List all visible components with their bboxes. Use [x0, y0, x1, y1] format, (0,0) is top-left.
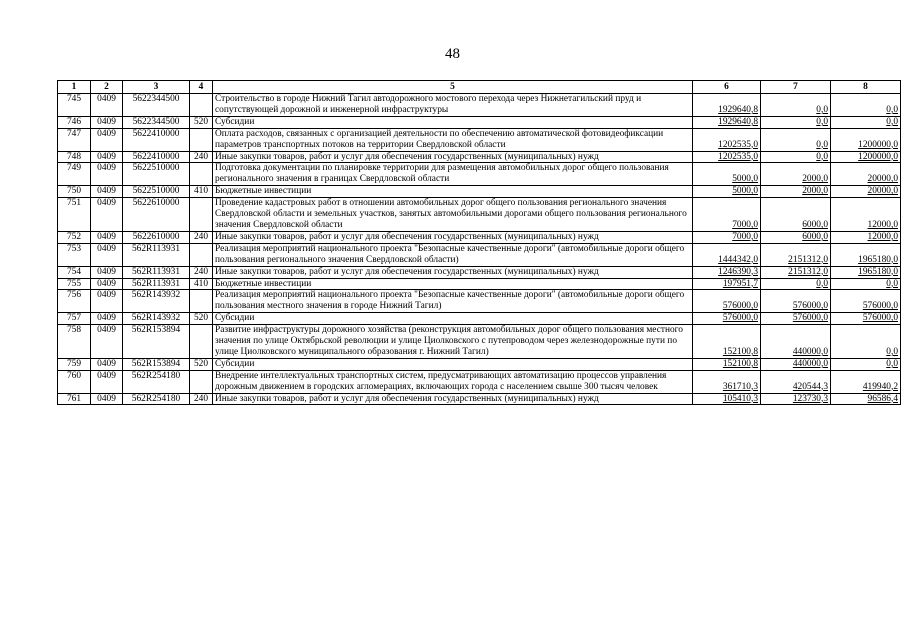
target-item-code: 562R143932	[123, 290, 190, 313]
row-number: 749	[58, 163, 91, 186]
section-code: 0409	[91, 231, 123, 243]
expense-type-code: 520	[190, 116, 213, 128]
amount-col8: 0,0	[831, 94, 901, 117]
row-number: 746	[58, 116, 91, 128]
column-header: 3	[123, 81, 190, 94]
amount-col7: 2151312,0	[761, 243, 831, 266]
expense-type-code	[190, 94, 213, 117]
section-code: 0409	[91, 313, 123, 325]
amount-col6: 105410,3	[693, 393, 761, 405]
row-number: 760	[58, 370, 91, 393]
amount-col7: 6000,0	[761, 231, 831, 243]
amount-col8: 0,0	[831, 325, 901, 359]
target-item-code: 5622510000	[123, 163, 190, 186]
table-row	[58, 198, 901, 232]
amount-col7: 0,0	[761, 278, 831, 290]
target-item-code: 5622510000	[123, 186, 190, 198]
expense-type-code	[190, 198, 213, 232]
amount-col7: 2000,0	[761, 163, 831, 186]
amount-col8: 0,0	[831, 116, 901, 128]
table-row	[58, 116, 901, 128]
item-description: Проведение кадастровых работ в отношении автомобильных дорог общего пользования регионального значения Свердловской области и земельных участков, занятых автомобильными дорогами общего пользования регионального значения Свердловской области	[213, 198, 693, 232]
amount-col8: 576000,0	[831, 313, 901, 325]
row-number: 756	[58, 290, 91, 313]
item-description: Развитие инфраструктуры дорожного хозяйства (реконструкция автомобильных дорог общего пользования местного значения по улице Октябрьской революции и улице Циолковского с путепроводом через железнодорожные пути по улице Циолковского муниципального образования г. Нижний Тагил)	[213, 325, 693, 359]
expense-type-code	[190, 163, 213, 186]
section-code: 0409	[91, 393, 123, 405]
item-description: Иные закупки товаров, работ и услуг для обеспечения государственных (муниципальных) нужд	[213, 151, 693, 163]
item-description: Строительство в городе Нижний Тагил автодорожного мостового перехода через Нижнетагильский пруд и сопутствующей дорожной и инженерной инфраструктуры	[213, 94, 693, 117]
expense-type-code	[190, 243, 213, 266]
row-number: 757	[58, 313, 91, 325]
amount-col8: 1965180,0	[831, 243, 901, 266]
amount-col8: 20000,0	[831, 163, 901, 186]
table-row	[58, 231, 901, 243]
target-item-code: 5622344500	[123, 116, 190, 128]
row-number: 754	[58, 266, 91, 278]
table-row	[58, 94, 901, 117]
section-code: 0409	[91, 186, 123, 198]
expense-type-code	[190, 325, 213, 359]
target-item-code: 562R153894	[123, 358, 190, 370]
amount-col8: 419940,2	[831, 370, 901, 393]
table-row	[58, 266, 901, 278]
table-row	[58, 325, 901, 359]
amount-col7: 123730,3	[761, 393, 831, 405]
amount-col7: 576000,0	[761, 313, 831, 325]
amount-col7: 6000,0	[761, 198, 831, 232]
item-description: Внедрение интеллектуальных транспортных систем, предусматривающих автоматизацию процессов управления дорожным движением в городских агломерациях, включающих города с населением свыше 300 тысяч человек	[213, 370, 693, 393]
section-code: 0409	[91, 243, 123, 266]
row-number: 748	[58, 151, 91, 163]
table-row	[58, 128, 901, 151]
table-row	[58, 243, 901, 266]
target-item-code: 562R113931	[123, 278, 190, 290]
item-description: Бюджетные инвестиции	[213, 186, 693, 198]
amount-col6: 7000,0	[693, 231, 761, 243]
table-row	[58, 186, 901, 198]
item-description: Субсидии	[213, 116, 693, 128]
target-item-code: 5622344500	[123, 94, 190, 117]
column-header: 5	[213, 81, 693, 94]
page-number: 48	[445, 46, 460, 62]
amount-col6: 1444342,0	[693, 243, 761, 266]
budget-table	[57, 80, 901, 405]
row-number: 761	[58, 393, 91, 405]
expense-type-code: 520	[190, 313, 213, 325]
section-code: 0409	[91, 325, 123, 359]
amount-col6: 152100,8	[693, 325, 761, 359]
amount-col6: 1202535,0	[693, 151, 761, 163]
expense-type-code	[190, 370, 213, 393]
amount-col7: 440000,0	[761, 358, 831, 370]
item-description: Иные закупки товаров, работ и услуг для обеспечения государственных (муниципальных) нужд	[213, 393, 693, 405]
section-code: 0409	[91, 163, 123, 186]
target-item-code: 5622410000	[123, 151, 190, 163]
row-number: 745	[58, 94, 91, 117]
amount-col6: 197951,7	[693, 278, 761, 290]
amount-col6: 576000,0	[693, 313, 761, 325]
column-header: 1	[58, 81, 91, 94]
item-description: Иные закупки товаров, работ и услуг для обеспечения государственных (муниципальных) нужд	[213, 231, 693, 243]
row-number: 752	[58, 231, 91, 243]
amount-col6: 152100,8	[693, 358, 761, 370]
amount-col7: 420544,3	[761, 370, 831, 393]
expense-type-code	[190, 128, 213, 151]
table-row	[58, 151, 901, 163]
table-row	[58, 163, 901, 186]
amount-col6: 1929640,8	[693, 116, 761, 128]
amount-col8: 96586,4	[831, 393, 901, 405]
row-number: 750	[58, 186, 91, 198]
expense-type-code: 240	[190, 231, 213, 243]
table-header-row	[58, 81, 901, 94]
section-code: 0409	[91, 116, 123, 128]
item-description: Подготовка документации по планировке территории для размещения автомобильных дорог общего пользования регионального значения в границах Свердловской области	[213, 163, 693, 186]
expense-type-code: 410	[190, 278, 213, 290]
amount-col8: 576000,0	[831, 290, 901, 313]
expense-type-code: 240	[190, 393, 213, 405]
column-header: 4	[190, 81, 213, 94]
amount-col8: 1200000,0	[831, 151, 901, 163]
section-code: 0409	[91, 151, 123, 163]
expense-type-code: 520	[190, 358, 213, 370]
row-number: 751	[58, 198, 91, 232]
amount-col7: 2000,0	[761, 186, 831, 198]
table-row	[58, 358, 901, 370]
table-row	[58, 313, 901, 325]
target-item-code: 562R153894	[123, 325, 190, 359]
target-item-code: 5622610000	[123, 198, 190, 232]
column-header: 7	[761, 81, 831, 94]
item-description: Оплата расходов, связанных с организацией деятельности по обеспечению автоматической фотовидеофиксации параметров транспортных потоков на территории Свердловской области	[213, 128, 693, 151]
amount-col7: 440000,0	[761, 325, 831, 359]
amount-col7: 0,0	[761, 94, 831, 117]
amount-col8: 1965180,0	[831, 266, 901, 278]
target-item-code: 562R113931	[123, 266, 190, 278]
column-header: 6	[693, 81, 761, 94]
amount-col8: 0,0	[831, 358, 901, 370]
amount-col8: 12000,0	[831, 231, 901, 243]
expense-type-code: 240	[190, 266, 213, 278]
amount-col6: 361710,3	[693, 370, 761, 393]
table-row	[58, 290, 901, 313]
target-item-code: 562R254180	[123, 393, 190, 405]
column-header: 2	[91, 81, 123, 94]
item-description: Бюджетные инвестиции	[213, 278, 693, 290]
item-description: Субсидии	[213, 358, 693, 370]
row-number: 759	[58, 358, 91, 370]
amount-col8: 12000,0	[831, 198, 901, 232]
amount-col7: 576000,0	[761, 290, 831, 313]
row-number: 755	[58, 278, 91, 290]
section-code: 0409	[91, 128, 123, 151]
section-code: 0409	[91, 290, 123, 313]
amount-col6: 1929640,8	[693, 94, 761, 117]
row-number: 747	[58, 128, 91, 151]
target-item-code: 5622410000	[123, 128, 190, 151]
item-description: Субсидии	[213, 313, 693, 325]
amount-col7: 0,0	[761, 116, 831, 128]
table-body	[58, 94, 901, 405]
amount-col6: 1202535,0	[693, 128, 761, 151]
amount-col6: 5000,0	[693, 163, 761, 186]
section-code: 0409	[91, 266, 123, 278]
section-code: 0409	[91, 358, 123, 370]
target-item-code: 562R254180	[123, 370, 190, 393]
target-item-code: 562R113931	[123, 243, 190, 266]
amount-col7: 0,0	[761, 151, 831, 163]
target-item-code: 562R143932	[123, 313, 190, 325]
amount-col8: 20000,0	[831, 186, 901, 198]
table-row	[58, 393, 901, 405]
amount-col6: 5000,0	[693, 186, 761, 198]
section-code: 0409	[91, 198, 123, 232]
section-code: 0409	[91, 278, 123, 290]
item-description: Реализация мероприятий национального проекта "Безопасные качественные дороги" (автомобильные дороги общего пользования регионального значения Свердловской области)	[213, 243, 693, 266]
table-row	[58, 278, 901, 290]
row-number: 753	[58, 243, 91, 266]
row-number: 758	[58, 325, 91, 359]
expense-type-code: 410	[190, 186, 213, 198]
amount-col6: 7000,0	[693, 198, 761, 232]
amount-col7: 2151312,0	[761, 266, 831, 278]
target-item-code: 5622610000	[123, 231, 190, 243]
section-code: 0409	[91, 94, 123, 117]
section-code: 0409	[91, 370, 123, 393]
column-header: 8	[831, 81, 901, 94]
table-row	[58, 370, 901, 393]
item-description: Иные закупки товаров, работ и услуг для обеспечения государственных (муниципальных) нужд	[213, 266, 693, 278]
amount-col7: 0,0	[761, 128, 831, 151]
expense-type-code: 240	[190, 151, 213, 163]
item-description: Реализация мероприятий национального проекта "Безопасные качественные дороги" (автомобильные дороги общего пользования местного значения в городе Нижний Тагил)	[213, 290, 693, 313]
expense-type-code	[190, 290, 213, 313]
amount-col6: 1246390,3	[693, 266, 761, 278]
amount-col8: 0,0	[831, 278, 901, 290]
amount-col6: 576000,0	[693, 290, 761, 313]
amount-col8: 1200000,0	[831, 128, 901, 151]
